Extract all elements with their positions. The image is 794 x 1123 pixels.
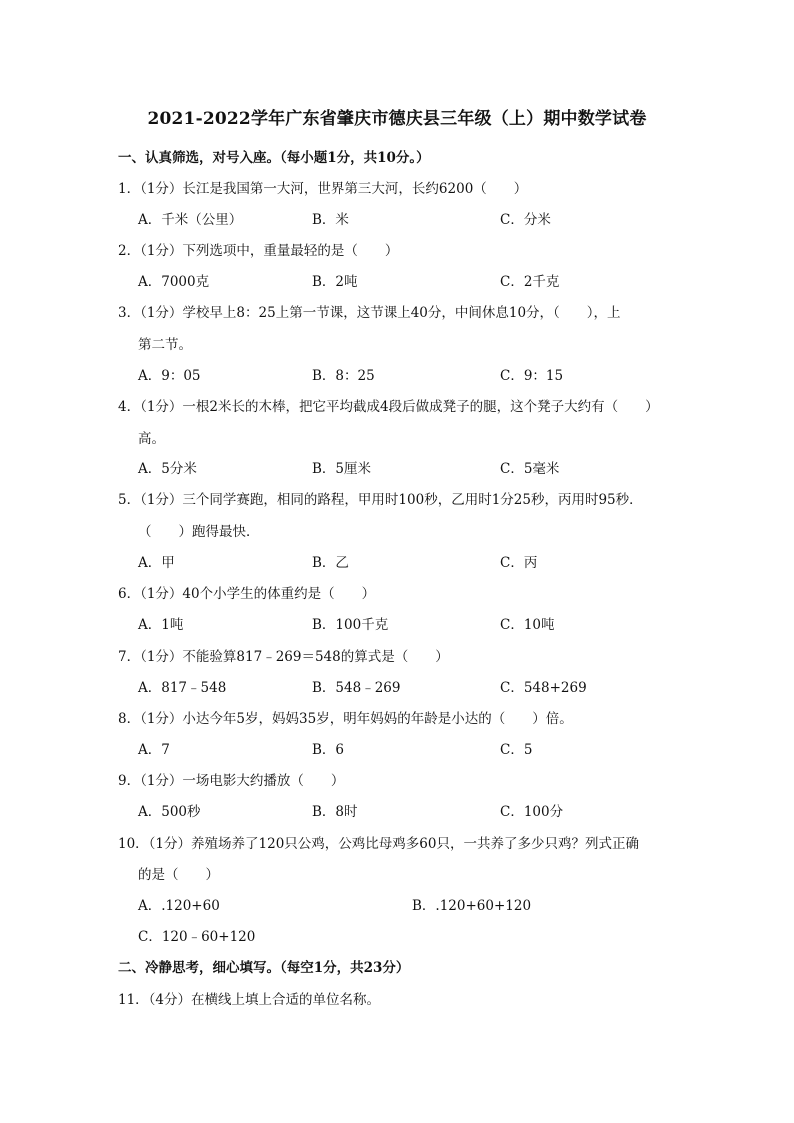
question-10-text-cont: 的是（ ）	[138, 867, 219, 883]
question-4-text-cont: 高。	[138, 431, 165, 447]
question-10-option-b: B．.120+60+120	[412, 898, 532, 914]
question-6-option-a: A．1吨	[138, 617, 184, 633]
exam-title: 2021-2022学年广东省肇庆市德庆县三年级（上）期中数学试卷	[147, 109, 647, 129]
question-10-text: 10．（1分）养殖场养了120只公鸡，公鸡比母鸡多60只，一共养了多少只鸡？列式正确	[118, 836, 639, 852]
question-5-option-b: B．乙	[312, 555, 349, 571]
question-3-text: 3．（1分）学校早上8：25上第一节课，这节课上40分，中间休息10分，（ ），上	[118, 305, 621, 321]
question-7-option-a: A．817﹣548	[138, 680, 227, 696]
question-1-text: 1．（1分）长江是我国第一大河，世界第三大河，长约6200（ ）	[118, 181, 528, 197]
question-6-option-c: C．10吨	[500, 617, 555, 633]
question-8-text: 8．（1分）小达今年5岁，妈妈35岁，明年妈妈的年龄是小达的（ ）倍。	[118, 711, 573, 727]
question-1-option-b: B．米	[312, 212, 349, 228]
question-4-option-a: A．5分米	[138, 461, 197, 477]
question-1-option-c: C．分米	[500, 212, 551, 228]
question-4-text: 4．（1分）一根2米长的木棒，把它平均截成4段后做成凳子的腿，这个凳子大约有（ ）	[118, 399, 659, 415]
question-2-option-b: B．2吨	[312, 274, 358, 290]
question-10-option-c: C．120﹣60+120	[138, 929, 256, 945]
question-10-option-a: A．.120+60	[138, 898, 220, 914]
question-4-option-c: C．5毫米	[500, 461, 560, 477]
question-6-option-b: B．100千克	[312, 617, 389, 633]
question-4-option-b: B．5厘米	[312, 461, 372, 477]
question-3-option-b: B．8：25	[312, 368, 375, 384]
question-5-option-c: C．丙	[500, 555, 538, 571]
section-1-heading: 一、认真筛选，对号入座。（每小题1分，共10分。）	[118, 150, 430, 166]
question-7-option-c: C．548+269	[500, 680, 587, 696]
question-8-option-c: C．5	[500, 742, 533, 758]
question-7-option-b: B．548﹣269	[312, 680, 401, 696]
question-1-option-a: A．千米（公里）	[138, 212, 243, 228]
question-11-text: 11．（4分）在横线上填上合适的单位名称。	[118, 992, 381, 1008]
question-9-option-b: B．8时	[312, 804, 358, 820]
section-2-heading: 二、冷静思考，细心填写。（每空1分，共23分）	[118, 960, 410, 976]
question-6-text: 6．（1分）40个小学生的体重约是（ ）	[118, 586, 376, 602]
question-5-text-cont: （ ）跑得最快．	[138, 524, 260, 540]
question-8-option-b: B．6	[312, 742, 345, 758]
question-2-option-a: A．7000克	[138, 274, 210, 290]
question-3-option-c: C．9：15	[500, 368, 564, 384]
question-3-text-cont: 第二节。	[138, 337, 192, 353]
question-2-text: 2．（1分）下列选项中，重量最轻的是（ ）	[118, 243, 399, 259]
question-3-option-a: A．9：05	[138, 368, 201, 384]
question-7-text: 7．（1分）不能验算817﹣269＝548的算式是（ ）	[118, 649, 449, 665]
question-5-option-a: A．甲	[138, 555, 175, 571]
question-8-option-a: A．7	[138, 742, 170, 758]
question-2-option-c: C．2千克	[500, 274, 560, 290]
question-9-option-a: A．500秒	[138, 804, 201, 820]
question-5-text: 5．（1分）三个同学赛跑，相同的路程，甲用时100秒，乙用时1分25秒，丙用时95秒．	[118, 492, 643, 508]
question-9-text: 9．（1分）一场电影大约播放（ ）	[118, 773, 345, 789]
question-9-option-c: C．100分	[500, 804, 564, 820]
